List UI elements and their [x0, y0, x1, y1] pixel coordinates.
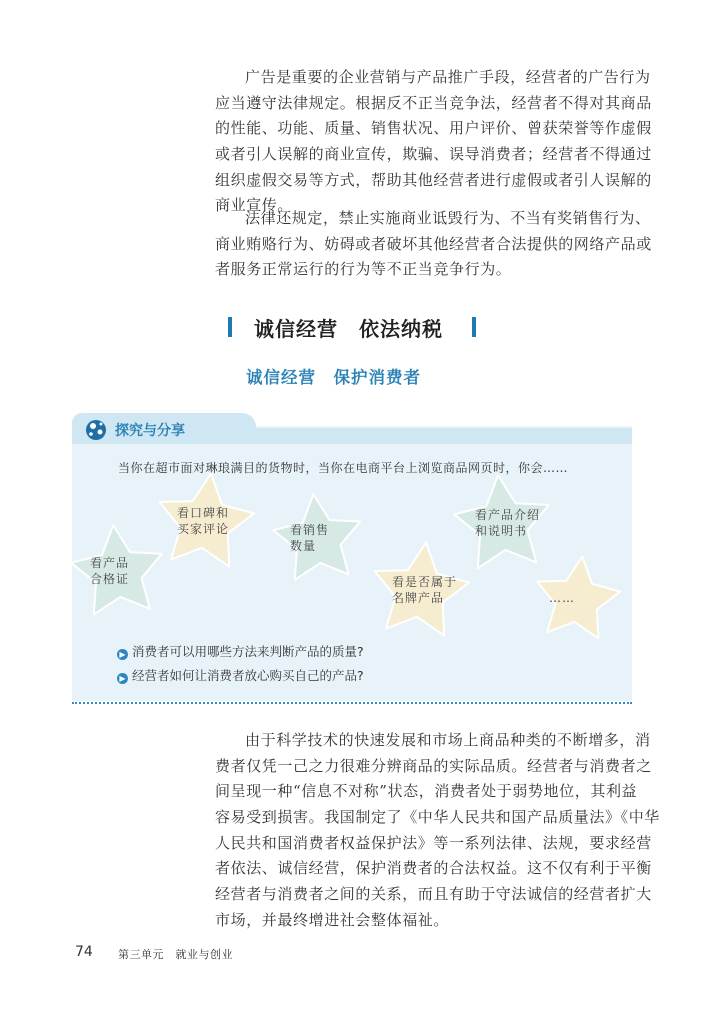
star-label-line: 看口碑和	[177, 506, 230, 520]
text-line: 商业宣传。	[215, 196, 294, 215]
text-line: 人民共和国消费者权益保护法》等一系列法律、法规，要求经营	[215, 833, 652, 852]
text-line: 商业贿赂行为、妨碍或者破坏其他经营者合法提供的网络产品或	[215, 234, 652, 253]
text-line: 由于科学技术的快速发展和市场上商品种类的不断增多，消	[245, 731, 651, 749]
text-line: 者依法、诚信经营，保护消费者的合法权益。这不仅有利于平衡	[215, 859, 652, 878]
star-label-line: 名牌产品	[392, 591, 445, 605]
activity-intro: 当你在超市面对琳琅满目的货物时，当你在电商平台上浏览商品网页时，你会……	[118, 461, 569, 475]
star-label-line: 买家评论	[177, 522, 230, 536]
question-1	[117, 642, 364, 660]
text-line: 费者仅凭一己之力很难分辨商品的实际品质。经营者与消费者之	[215, 756, 652, 775]
text-line: 或者引人误解的商业宣传，欺骗、误导消费者；经营者不得通过	[215, 145, 652, 164]
page-number: 74	[75, 944, 93, 960]
section-title-text: 诚信经营 依法纳税	[254, 317, 443, 341]
text-line: 经营者与消费者之间的关系，而且有助于守法诚信的经营者扩大	[215, 885, 652, 904]
star-label	[392, 574, 457, 606]
text-line: 市场，并最终增进社会整体福祉。	[215, 910, 450, 929]
text-line: 的性能、功能、质量、销售状况、用户评价、曾获荣誉等作虚假	[215, 119, 652, 138]
paragraph-consumer-protection	[215, 728, 660, 934]
star-label-line: 看是否属于	[392, 575, 458, 589]
star-label-line: ……	[549, 591, 575, 605]
star-label-line: 看销售	[290, 523, 330, 537]
star-label	[90, 555, 129, 587]
text-line: 组织虚假交易等方式，帮助其他经营者进行虚假或者引人误解的	[215, 170, 652, 189]
star-label-line: 和说明书	[475, 524, 528, 538]
dotted-divider	[72, 702, 632, 704]
text-line: 间呈现一种“信息不对称”状态，消费者处于弱势地位，其利益	[215, 782, 638, 801]
sub-title: 诚信经营 保护消费者	[246, 368, 421, 387]
star-label	[290, 522, 329, 554]
unit-label: 第三单元 就业与创业	[118, 948, 233, 961]
arrow-bullet-icon: ▶	[117, 649, 128, 660]
text-line: 广告是重要的企业营销与产品推广手段，经营者的广告行为	[245, 68, 651, 86]
star-label-line: 看产品介绍	[475, 508, 541, 522]
star-label-line: 看产品	[90, 556, 130, 570]
arrow-bullet-icon: ▶	[117, 673, 128, 684]
text-line: 容易受到损害。我国制定了《中华人民共和国产品质量法》《中华	[215, 808, 660, 827]
text-line: 法律还规定，禁止实施商业诋毁行为、不当有奖销售行为、	[245, 209, 651, 227]
star-label	[549, 590, 575, 606]
star-label	[177, 505, 229, 537]
star-label-line: 数量	[290, 539, 317, 553]
activity-label: 探究与分享	[115, 423, 185, 439]
text-line: 者服务正常运行的行为等不正当竞争行为。	[215, 260, 512, 279]
star-label	[475, 507, 540, 539]
star-label-line: 合格证	[90, 572, 130, 586]
text-line: 应当遵守法律规定。根据反不正当竞争法，经营者不得对其商品	[215, 93, 652, 112]
question-text: 消费者可以用哪些方法来判断产品的质量?	[132, 644, 364, 659]
question-text: 经营者如何让消费者放心购买自己的产品?	[132, 668, 364, 683]
question-2	[117, 666, 364, 684]
